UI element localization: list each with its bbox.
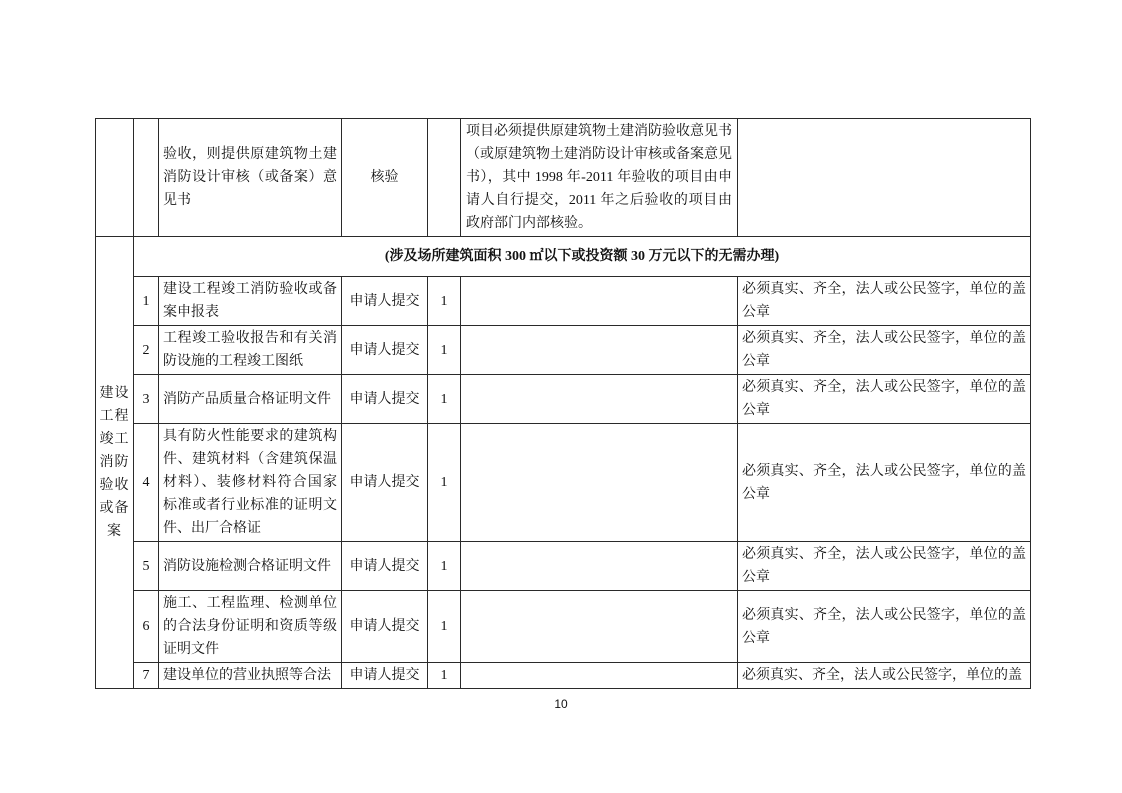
cell-remark: 必须真实、齐全，法人或公民签字，单位的盖公章 [738, 542, 1031, 591]
cell-source: 申请人提交 [342, 277, 428, 326]
cell-index: 4 [134, 424, 159, 542]
cell-material-name: 工程竣工验收报告和有关消防设施的工程竣工图纸 [159, 326, 342, 375]
cell-requirement [461, 375, 738, 424]
cell-requirement [461, 591, 738, 663]
cell-remark [738, 119, 1031, 237]
table-row [96, 375, 1031, 424]
cell-index: 7 [134, 663, 159, 689]
cell-material-name: 施工、工程监理、检测单位的合法身份证明和资质等级证明文件 [159, 591, 342, 663]
cell-requirement [461, 424, 738, 542]
cell-remark: 必须真实、齐全，法人或公民签字，单位的盖公章 [738, 375, 1031, 424]
cell-source: 申请人提交 [342, 326, 428, 375]
cell-requirement: 项目必须提供原建筑物土建消防验收意见书（或原建筑物土建消防设计审核或备案意见书），其中 1998 年-2011 年验收的项目由申请人自行提交，2011 年之后验收的项目由政府部门内部核验。 [461, 119, 738, 237]
cell-requirement [461, 542, 738, 591]
cell-index: 1 [134, 277, 159, 326]
cell-requirement [461, 277, 738, 326]
cell-material-name: 建设工程竣工消防验收或备案申报表 [159, 277, 342, 326]
cell-count: 1 [428, 375, 461, 424]
cell-category-empty [96, 119, 134, 237]
table-row-carryover [96, 119, 1031, 237]
cell-index: 3 [134, 375, 159, 424]
cell-remark: 必须真实、齐全，法人或公民签字，单位的盖公章 [738, 277, 1031, 326]
cell-source: 申请人提交 [342, 591, 428, 663]
cell-index: 2 [134, 326, 159, 375]
cell-remark: 必须真实、齐全，法人或公民签字，单位的盖公章 [738, 424, 1031, 542]
cell-remark: 必须真实、齐全，法人或公民签字，单位的盖 [738, 663, 1031, 689]
cell-requirement [461, 326, 738, 375]
cell-source: 申请人提交 [342, 542, 428, 591]
cell-material-name: 验收，则提供原建筑物土建消防设计审核（或备案）意见书 [159, 119, 342, 237]
cell-material-name: 消防设施检测合格证明文件 [159, 542, 342, 591]
table-row [96, 424, 1031, 542]
cell-material-name: 具有防火性能要求的建筑构件、建筑材料（含建筑保温材料）、装修材料符合国家标准或者行业标准的证明文件、出厂合格证 [159, 424, 342, 542]
cell-category-label: 建设工程竣工消防验收或备案 [96, 237, 134, 689]
cell-count: 1 [428, 591, 461, 663]
cell-remark: 必须真实、齐全，法人或公民签字，单位的盖公章 [738, 591, 1031, 663]
table-row [96, 326, 1031, 375]
table-row [96, 542, 1031, 591]
cell-requirement [461, 663, 738, 689]
cell-material-name: 建设单位的营业执照等合法 [159, 663, 342, 689]
table-row [96, 663, 1031, 689]
table-row [96, 591, 1031, 663]
cell-count: 1 [428, 326, 461, 375]
cell-source: 申请人提交 [342, 375, 428, 424]
cell-source: 申请人提交 [342, 663, 428, 689]
materials-table [95, 118, 1031, 689]
cell-remark: 必须真实、齐全，法人或公民签字，单位的盖公章 [738, 326, 1031, 375]
cell-count: 1 [428, 277, 461, 326]
cell-count: 1 [428, 663, 461, 689]
cell-count: 1 [428, 542, 461, 591]
cell-index-empty [134, 119, 159, 237]
table-row [96, 277, 1031, 326]
cell-count: 1 [428, 424, 461, 542]
cell-index: 5 [134, 542, 159, 591]
cell-count [428, 119, 461, 237]
cell-source: 申请人提交 [342, 424, 428, 542]
cell-source: 核验 [342, 119, 428, 237]
section-header: (涉及场所建筑面积 300 ㎡以下或投资额 30 万元以下的无需办理) [134, 237, 1031, 277]
cell-material-name: 消防产品质量合格证明文件 [159, 375, 342, 424]
table-row-section-header [96, 237, 1031, 277]
cell-index: 6 [134, 591, 159, 663]
page-number: 10 [554, 697, 568, 711]
